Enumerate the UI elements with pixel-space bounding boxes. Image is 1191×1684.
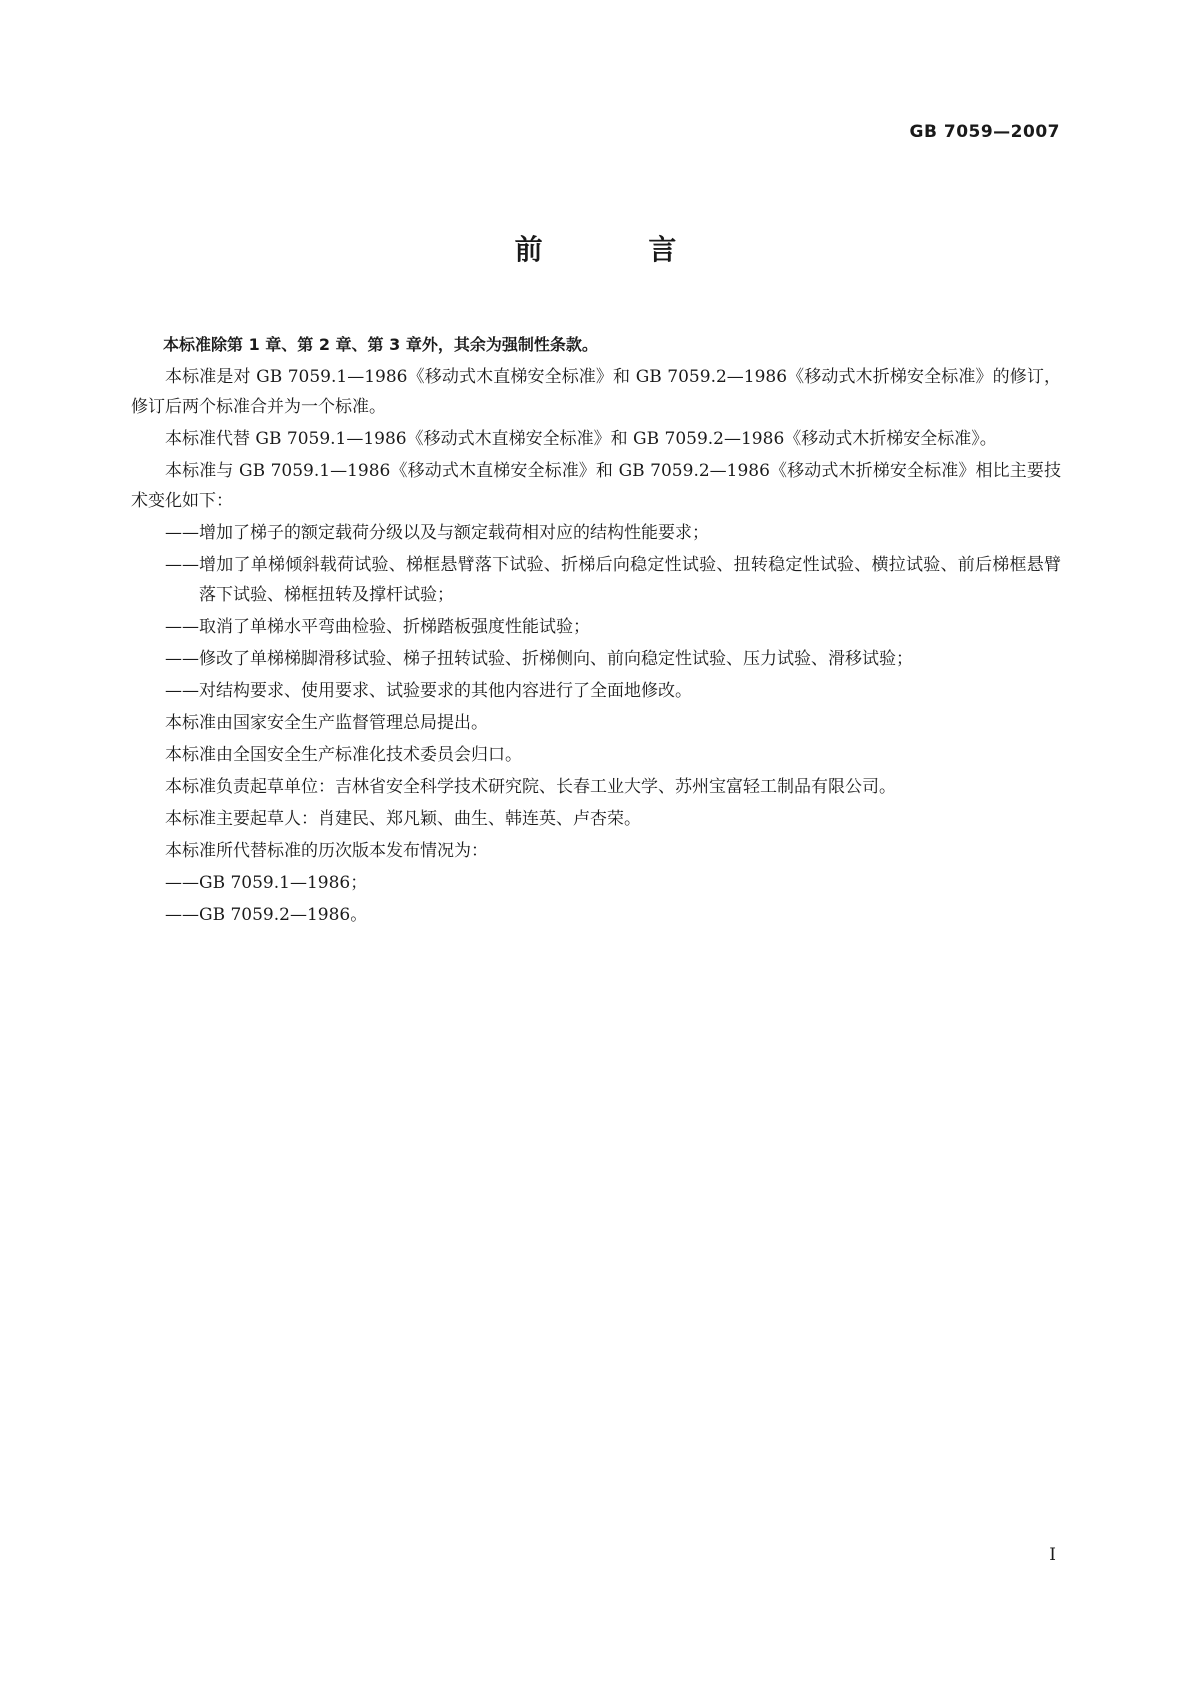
dash-mark: —— xyxy=(165,555,199,575)
foreword-body xyxy=(131,330,1061,932)
list-item-text: GB 7059.2—1986。 xyxy=(199,905,368,925)
list-item-text: 修改了单梯梯脚滑移试验、梯子扭转试验、折梯侧向、前向稳定性试验、压力试验、滑移试验； xyxy=(199,649,913,669)
dash-mark: —— xyxy=(165,617,199,637)
paragraph-replaces: 本标准代替 GB 7059.1—1986《移动式木直梯安全标准》和 GB 7059.2—1986《移动式木折梯安全标准》。 xyxy=(165,429,997,449)
page-title: 前 言 xyxy=(514,233,725,266)
paragraph-changes-intro: 本标准与 GB 7059.1—1986《移动式木直梯安全标准》和 GB 7059.2—1986《移动式木折梯安全标准》相比主要技术变化如下： xyxy=(131,461,1061,511)
list-item xyxy=(131,644,1061,674)
dash-mark: —— xyxy=(165,649,199,669)
list-item-text: 增加了梯子的额定载荷分级以及与额定载荷相对应的结构性能要求； xyxy=(199,523,709,543)
dash-mark: —— xyxy=(165,681,199,701)
standard-code: GB 7059—2007 xyxy=(909,122,1060,142)
paragraph-proposed-by: 本标准由国家安全生产监督管理总局提出。 xyxy=(165,713,488,733)
list-item-text: 取消了单梯水平弯曲检验、折梯踏板强度性能试验； xyxy=(199,617,590,637)
page-number: I xyxy=(1049,1545,1056,1565)
list-item-text: GB 7059.1—1986； xyxy=(199,873,368,893)
list-item xyxy=(131,868,1061,898)
list-item-text: 对结构要求、使用要求、试验要求的其他内容进行了全面地修改。 xyxy=(199,681,692,701)
dash-mark: —— xyxy=(165,873,199,893)
paragraph-centralized-by: 本标准由全国安全生产标准化技术委员会归口。 xyxy=(165,745,522,765)
paragraph-mandatory-clause: 本标准除第 1 章、第 2 章、第 3 章外，其余为强制性条款。 xyxy=(163,335,598,354)
dash-mark: —— xyxy=(165,905,199,925)
paragraph-drafting-units: 本标准负责起草单位：吉林省安全科学技术研究院、长春工业大学、苏州宝富轻工制品有限公司。 xyxy=(165,777,896,797)
dash-mark: —— xyxy=(165,523,199,543)
paragraph-history-intro: 本标准所代替标准的历次版本发布情况为： xyxy=(165,841,488,861)
paragraph-drafters: 本标准主要起草人：肖建民、郑凡颖、曲生、韩连英、卢杏荣。 xyxy=(165,809,641,829)
list-item xyxy=(131,612,1061,642)
list-item-text: 增加了单梯倾斜载荷试验、梯框悬臂落下试验、折梯后向稳定性试验、扭转稳定性试验、横拉试验、前后梯框悬臂落下试验、梯框扭转及撑杆试验； xyxy=(199,555,1061,605)
list-item xyxy=(131,518,1061,548)
paragraph-revision: 本标准是对 GB 7059.1—1986《移动式木直梯安全标准》和 GB 7059.2—1986《移动式木折梯安全标准》的修订，修订后两个标准合并为一个标准。 xyxy=(131,367,1061,417)
list-item xyxy=(131,676,1061,706)
list-item xyxy=(131,550,1061,610)
list-item xyxy=(131,900,1061,930)
